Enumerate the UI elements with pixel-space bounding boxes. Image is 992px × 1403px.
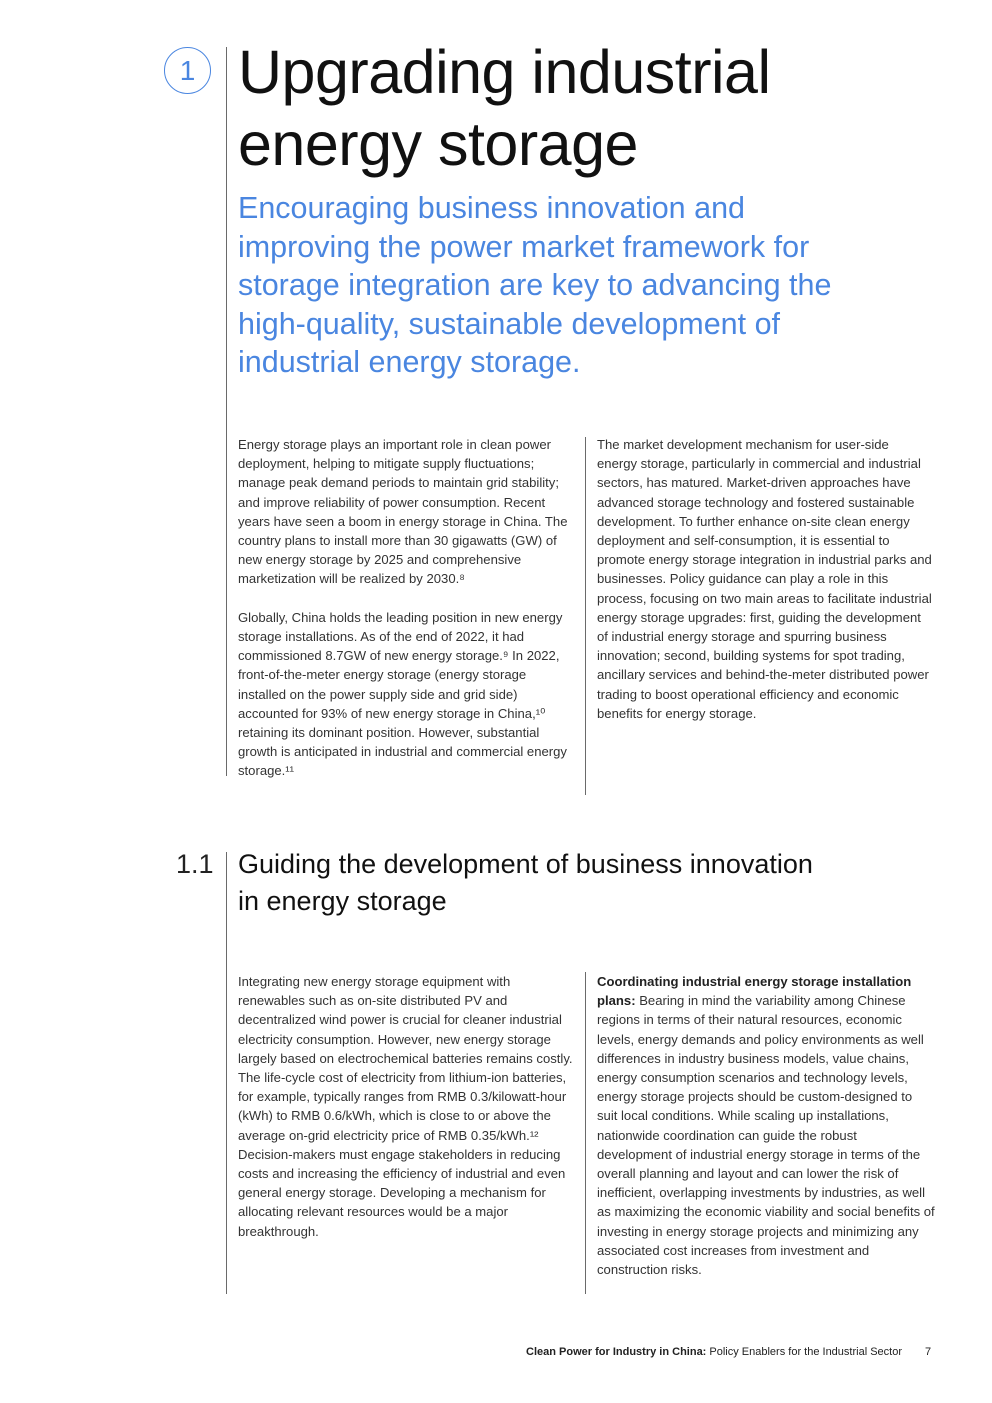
section-column-divider bbox=[585, 972, 586, 1294]
chapter-subtitle: Encouraging business innovation and improving the power market framework for storage integration are key to advancing the high-quality, sustainable development of industrial energy storage. bbox=[238, 191, 832, 379]
footer-publication: Clean Power for Industry in China: bbox=[526, 1346, 707, 1358]
section-title-line2: in energy storage bbox=[238, 885, 447, 916]
intro-column-divider bbox=[585, 437, 586, 795]
section-right-paragraph-1 bbox=[597, 972, 935, 1279]
section-title-line1: Guiding the development of business innovation bbox=[238, 849, 813, 879]
section-right-lead: Coordinating industrial energy storage installation plans: bbox=[597, 974, 912, 1009]
footer-subtitle: Policy Enablers for the Industrial Sector bbox=[706, 1346, 902, 1358]
section-right-text: Bearing in mind the variability among Chinese regions in terms of their natural resources, economic levels, energy demands and policy environments as well differences in industry business models, value chains, energy consumption scenarios and technology levels, energy storage projects should be custom-designed to suit local conditions. While scaling up installations, nationwide coordination can guide the robust development of industrial energy storage in terms of the overall planning and layout and can lower the risk of inefficient, overlapping investments by industries, as well as maximizing the economic viability and social benefits of investing in energy storage projects and minimizing any associated cost increases from investment and construction risks. bbox=[597, 993, 935, 1278]
intro-left-paragraph-1: Energy storage plays an important role in clean power deployment, helping to mitigate supply fluctuations; manage peak demand periods to maintain grid stability; and improve reliability of power consumption. Recent years have seen a boom in energy storage in China. The country plans to install more than 30 gigawatts (GW) of new energy storage by 2025 and comprehensive marketization will be realized by 2030.⁸ bbox=[238, 437, 568, 587]
chapter-title bbox=[238, 36, 938, 180]
intro-right-paragraph-1: The market development mechanism for user-side energy storage, particularly in commercial and industrial sectors, has matured. Market-driven approaches have advanced storage technology and fostered sustainable development. To further enhance on-site clean energy deployment and self-consumption, it is essential to promote energy storage integration in industrial parks and businesses. Policy guidance can play a role in this process, focusing on two main areas to facilitate industrial energy storage upgrades: first, guiding the development of industrial energy storage and spurring business innovation; second, building systems for spot trading, ancillary services and behind-the-meter distributed power trading to boost operational efficiency and economic benefits for energy storage. bbox=[597, 437, 932, 721]
section-vertical-rule bbox=[226, 852, 227, 1294]
section-left-column bbox=[238, 972, 576, 1241]
chapter-number: 1 bbox=[179, 54, 196, 86]
page-number: 7 bbox=[925, 1346, 932, 1358]
intro-left-column bbox=[238, 435, 576, 781]
intro-right-column bbox=[597, 435, 932, 723]
chapter-title-line2: energy storage bbox=[238, 110, 638, 178]
section-title bbox=[238, 846, 938, 919]
footer-publication-title bbox=[526, 1346, 902, 1358]
chapter-title-line1: Upgrading industrial bbox=[238, 38, 771, 106]
intro-left-paragraph-2: Globally, China holds the leading position in new energy storage installations. As of the end of 2022, it had commissioned 8.7GW of new energy storage.⁹ In 2022, front-of-the-meter energy storage (energy storage installed on the power supply side and grid side) accounted for 93% of new energy storage in China,¹⁰ retaining its dominant position. However, substantial growth is anticipated in industrial and commercial energy storage.¹¹ bbox=[238, 609, 567, 779]
chapter-vertical-rule bbox=[226, 47, 227, 776]
section-number: 1.1 bbox=[176, 849, 214, 879]
section-left-paragraph-1: Integrating new energy storage equipment with renewables such as on-site distributed PV and decentralized wind power is crucial for cleaner industrial electricity consumption. However, new energy storage largely based on electrochemical batteries remains costly. The life-cycle cost of electricity from lithium-ion batteries, for example, typically ranges from RMB 0.3/kilowatt-hour (kWh) to RMB 0.6/kWh, which is close to or above the average on-grid electricity price of RMB 0.35/kWh.¹² Decision-makers must engage stakeholders in reducing costs and increasing the efficiency of industrial and even general energy storage. Developing a mechanism for allocating relevant resources would be a major breakthrough. bbox=[238, 974, 573, 1239]
section-right-column bbox=[597, 972, 935, 1279]
chapter-number-badge bbox=[164, 47, 211, 94]
